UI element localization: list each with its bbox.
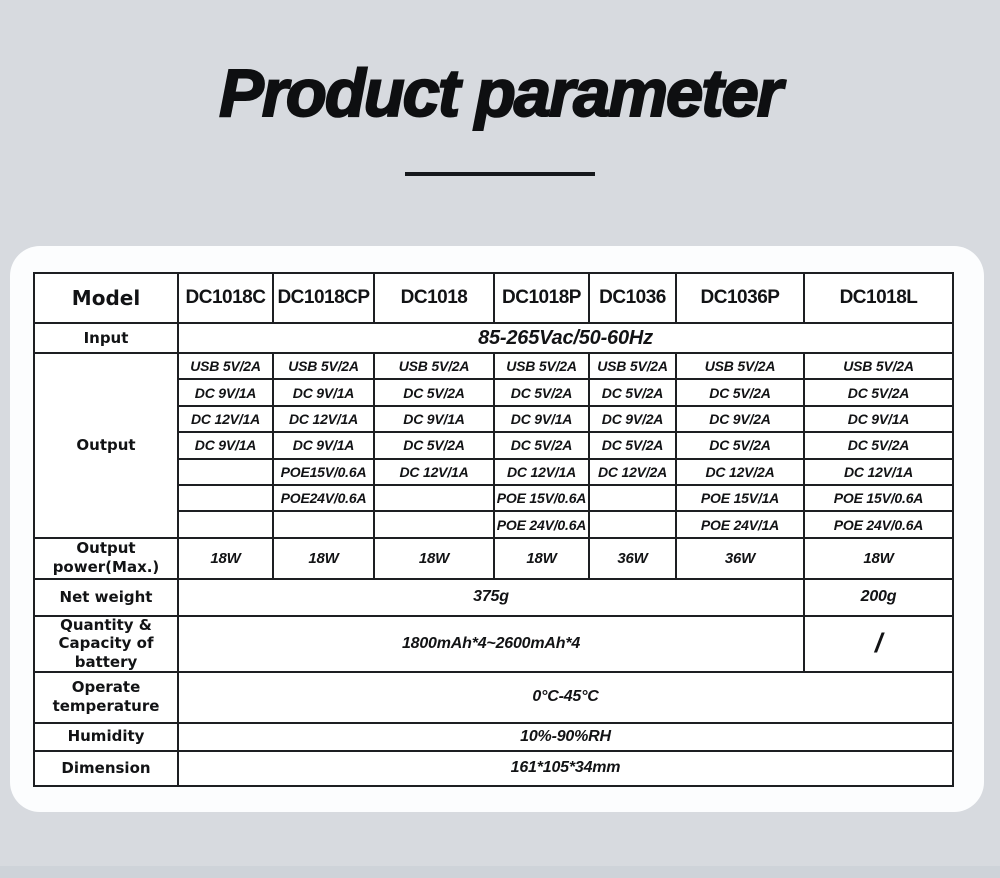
output-cell: DC 5V/2A xyxy=(495,433,590,459)
output-cell: USB 5V/2A xyxy=(274,354,375,380)
output-cell: USB 5V/2A xyxy=(805,354,954,380)
battery-value-dc1018l: / xyxy=(805,617,954,673)
output-cell: POE 24V/1A xyxy=(677,512,805,538)
output-cell: DC 9V/1A xyxy=(179,380,274,406)
output-cell: DC 9V/1A xyxy=(495,407,590,433)
title-underline xyxy=(405,172,595,176)
output-power-value: 36W xyxy=(677,539,805,580)
output-cell: DC 12V/1A xyxy=(274,407,375,433)
page-title: Product parameter xyxy=(219,56,781,131)
output-cell: DC 9V/1A xyxy=(375,407,495,433)
output-cell: POE 15V/0.6A xyxy=(805,486,954,512)
output-cell xyxy=(375,486,495,512)
output-cell xyxy=(375,512,495,538)
output-cell: DC 12V/2A xyxy=(677,460,805,486)
output-power-value: 18W xyxy=(805,539,954,580)
output-cell: DC 12V/1A xyxy=(805,460,954,486)
column-header-dc1036: DC1036 xyxy=(590,274,677,324)
output-cell: DC 5V/2A xyxy=(495,380,590,406)
row-label-input: Input xyxy=(35,324,179,354)
output-cell: DC 5V/2A xyxy=(590,380,677,406)
row-label-net-weight: Net weight xyxy=(35,580,179,617)
output-cell xyxy=(179,512,274,538)
output-cell: USB 5V/2A xyxy=(179,354,274,380)
output-power-value: 18W xyxy=(495,539,590,580)
output-cell: POE24V/0.6A xyxy=(274,486,375,512)
output-cell xyxy=(590,512,677,538)
output-cell xyxy=(179,460,274,486)
column-header-dc1036p: DC1036P xyxy=(677,274,805,324)
output-cell: DC 12V/1A xyxy=(375,460,495,486)
output-cell: DC 9V/2A xyxy=(590,407,677,433)
output-cell: DC 5V/2A xyxy=(805,433,954,459)
output-cell: USB 5V/2A xyxy=(375,354,495,380)
row-label-battery: Quantity & Capacity of battery xyxy=(35,617,179,673)
output-cell xyxy=(179,486,274,512)
output-cell: DC 9V/2A xyxy=(677,407,805,433)
output-cell: DC 5V/2A xyxy=(677,433,805,459)
net-weight-value: 375g xyxy=(179,580,805,617)
output-cell: USB 5V/2A xyxy=(495,354,590,380)
spec-table xyxy=(33,272,954,787)
output-cell: USB 5V/2A xyxy=(590,354,677,380)
output-power-value: 36W xyxy=(590,539,677,580)
output-cell: DC 12V/2A xyxy=(590,460,677,486)
output-cell xyxy=(274,512,375,538)
operate-temperature-value: 0°C-45°C xyxy=(179,673,954,724)
battery-value: 1800mAh*4~2600mAh*4 xyxy=(179,617,805,673)
output-cell: DC 5V/2A xyxy=(677,380,805,406)
output-cell: POE 15V/1A xyxy=(677,486,805,512)
column-header-dc1018: DC1018 xyxy=(375,274,495,324)
output-cell: DC 12V/1A xyxy=(179,407,274,433)
output-cell: DC 5V/2A xyxy=(375,380,495,406)
input-value: 85-265Vac/50-60Hz xyxy=(179,324,954,354)
output-power-value: 18W xyxy=(375,539,495,580)
output-cell: POE15V/0.6A xyxy=(274,460,375,486)
humidity-value: 10%-90%RH xyxy=(179,724,954,752)
output-cell: POE 24V/0.6A xyxy=(805,512,954,538)
output-cell: DC 5V/2A xyxy=(375,433,495,459)
row-label-dimension: Dimension xyxy=(35,752,179,787)
output-cell: DC 5V/2A xyxy=(590,433,677,459)
output-cell: POE 15V/0.6A xyxy=(495,486,590,512)
output-power-value: 18W xyxy=(179,539,274,580)
spec-card xyxy=(10,246,984,812)
column-header-dc1018p: DC1018P xyxy=(495,274,590,324)
output-cell: DC 9V/1A xyxy=(179,433,274,459)
row-label-humidity: Humidity xyxy=(35,724,179,752)
output-cell: POE 24V/0.6A xyxy=(495,512,590,538)
output-cell: DC 9V/1A xyxy=(274,433,375,459)
net-weight-value-dc1018l: 200g xyxy=(805,580,954,617)
bottom-strip xyxy=(0,866,1000,878)
row-label-output-power: Output power(Max.) xyxy=(35,539,179,580)
output-cell: USB 5V/2A xyxy=(677,354,805,380)
column-header-model: Model xyxy=(35,274,179,324)
row-label-output: Output xyxy=(35,354,179,539)
output-cell xyxy=(590,486,677,512)
output-cell: DC 9V/1A xyxy=(274,380,375,406)
output-cell: DC 5V/2A xyxy=(805,380,954,406)
output-cell: DC 12V/1A xyxy=(495,460,590,486)
row-label-operate-temperature: Operate temperature xyxy=(35,673,179,724)
dimension-value: 161*105*34mm xyxy=(179,752,954,787)
output-cell: DC 9V/1A xyxy=(805,407,954,433)
column-header-dc1018c: DC1018C xyxy=(179,274,274,324)
output-power-value: 18W xyxy=(274,539,375,580)
column-header-dc1018cp: DC1018CP xyxy=(274,274,375,324)
column-header-dc1018l: DC1018L xyxy=(805,274,954,324)
